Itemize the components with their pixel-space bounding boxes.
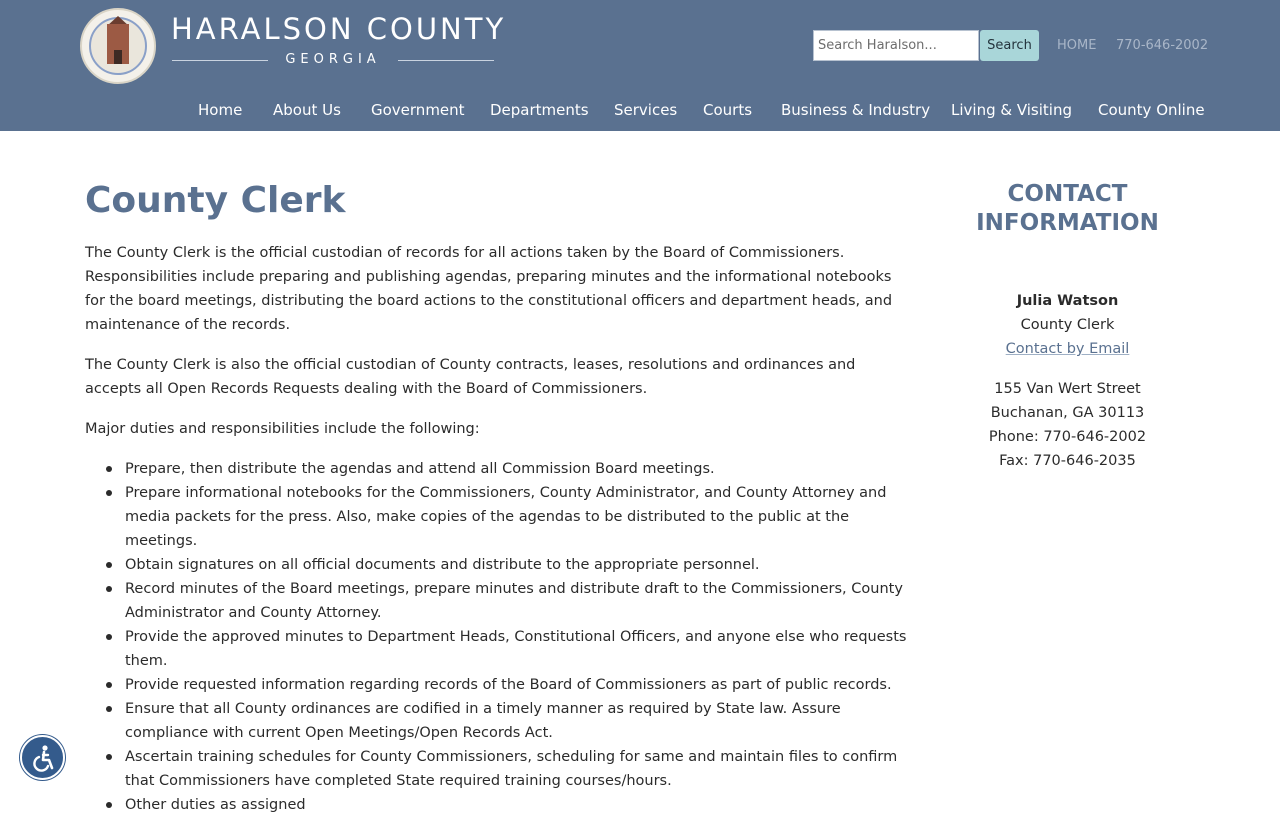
contact-heading — [960, 180, 1175, 238]
search-input[interactable] — [813, 30, 979, 61]
nav-county-online[interactable]: County Online — [1098, 101, 1205, 119]
site-subtitle: GEORGIA — [285, 52, 381, 67]
nav-business-industry[interactable]: Business & Industry — [781, 101, 931, 119]
contact-street: 155 Van Wert Street — [994, 381, 1141, 397]
contact-spacer — [960, 361, 1175, 377]
contact-phone: Phone: 770-646-2002 — [988, 429, 1147, 445]
duties-list — [85, 457, 910, 817]
subtitle-divider-left — [172, 60, 268, 61]
phone-link[interactable]: 770-646-2002 — [1116, 38, 1209, 53]
home-link[interactable]: HOME — [1057, 38, 1097, 53]
custodian-paragraph: The County Clerk is also the official custodian of County contracts, leases, resolutions and ordinances and accepts all Open Records Requests dealing with the Board of Commissioners. — [85, 357, 856, 397]
duties-intro: Major duties and responsibilities include the following: — [85, 421, 480, 437]
accessibility-icon — [28, 743, 58, 773]
list-item: Ascertain training schedules for County Commissioners, scheduling for same and maintain files to confirm that Commissioners have completed State required training courses/hours. — [85, 745, 910, 793]
nav-government[interactable]: Government — [371, 101, 465, 119]
site-title[interactable]: HARALSON COUNTY — [171, 12, 507, 46]
contact-fax: Fax: 770-646-2035 — [999, 453, 1136, 469]
list-item: Ensure that all County ordinances are codified in a timely manner as required by State law. Assure compliance with current Open Meetings/Open Records Act. — [85, 697, 910, 745]
contact-name: Julia Watson — [1016, 293, 1119, 309]
intro-paragraph: The County Clerk is the official custodian of records for all actions taken by the Board of Commissioners. Responsibilities include preparing and publishing agendas, preparing minutes and the informational notebooks for the board meetings, distributing the board actions to the constitutional officers and department heads, and maintenance of the records. — [85, 245, 893, 333]
list-item: Provide the approved minutes to Department Heads, Constitutional Officers, and anyone else who requests them. — [85, 625, 910, 673]
contact-role: County Clerk — [1020, 317, 1115, 333]
list-item: Prepare informational notebooks for the Commissioners, County Administrator, and County Attorney and media packets for the press. Also, make copies of the agendas to be distributed to the public at the meetings. — [85, 481, 910, 553]
contact-email-link[interactable]: Contact by Email — [1005, 341, 1130, 357]
subtitle-divider-right — [398, 60, 494, 61]
contact-heading-line1: CONTACT — [1007, 181, 1128, 207]
main-content — [85, 241, 910, 817]
nav-home[interactable]: Home — [198, 101, 243, 119]
nav-about-us[interactable]: About Us — [273, 101, 341, 119]
site-header — [0, 0, 1280, 131]
seal-door — [114, 50, 122, 64]
county-seal-icon[interactable] — [80, 8, 156, 84]
contact-heading-line2: INFORMATION — [976, 210, 1159, 236]
contact-city: Buchanan, GA 30113 — [990, 405, 1145, 421]
search-button[interactable]: Search — [980, 30, 1039, 61]
list-item: Other duties as assigned — [85, 793, 910, 817]
page-title: County Clerk — [85, 180, 346, 221]
list-item: Prepare, then distribute the agendas and attend all Commission Board meetings. — [85, 457, 910, 481]
nav-living-visiting[interactable]: Living & Visiting — [951, 101, 1072, 119]
nav-departments[interactable]: Departments — [490, 101, 589, 119]
list-item: Record minutes of the Board meetings, prepare minutes and distribute draft to the Commissioners, County Administrator and County Attorney. — [85, 577, 910, 625]
accessibility-button[interactable] — [20, 735, 65, 780]
nav-courts[interactable]: Courts — [703, 101, 753, 119]
contact-card — [960, 289, 1175, 473]
list-item: Obtain signatures on all official documents and distribute to the appropriate personnel. — [85, 553, 910, 577]
nav-services[interactable]: Services — [614, 101, 678, 119]
list-item: Provide requested information regarding records of the Board of Commissioners as part of public records. — [85, 673, 910, 697]
